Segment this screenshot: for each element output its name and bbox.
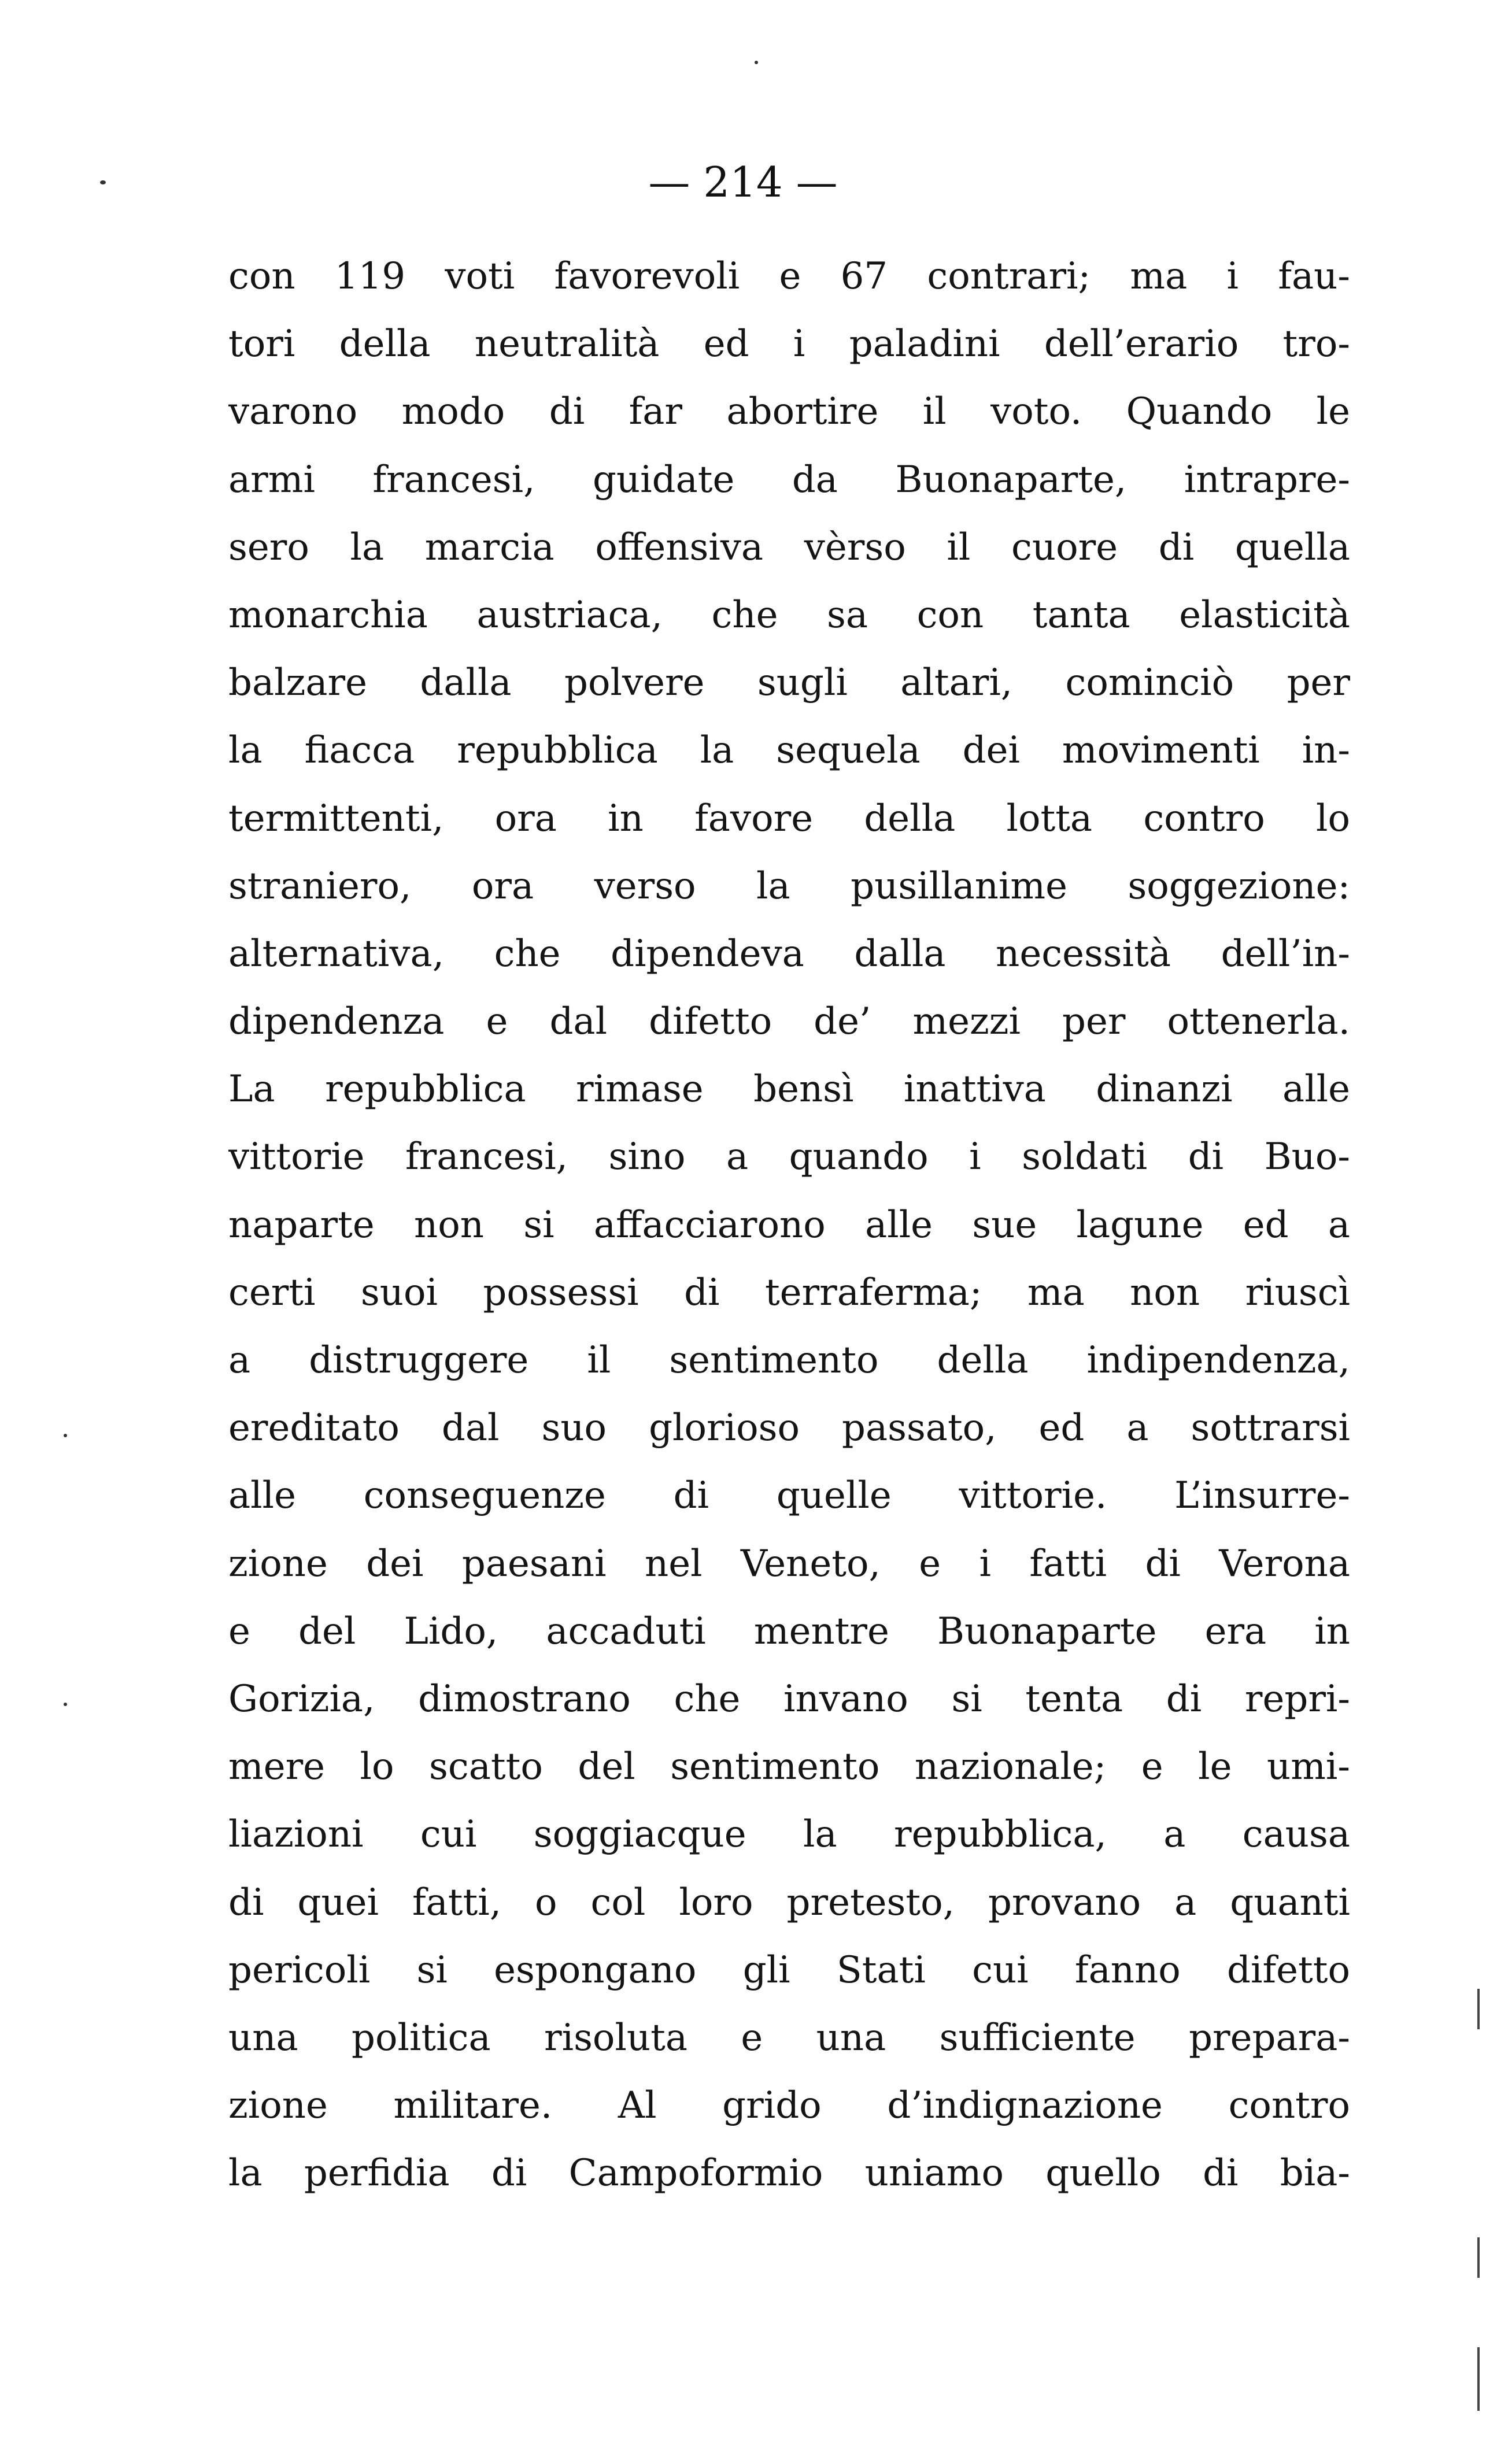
text-line: tori della neutralità ed i paladini dell’erario tro- [228,323,1350,366]
text-line: La repubblica rimase bensì inattiva dinanzi alle [228,1068,1350,1111]
scan-edge-mark [1477,2347,1480,2411]
scan-speck [64,1703,67,1706]
text-line: varono modo di far abortire il voto. Quando le [228,390,1350,434]
text-line: ereditato dal suo glorioso passato, ed a sottrarsi [228,1407,1350,1450]
text-line: la perfidia di Campoformio uniamo quello di bia- [228,2152,1350,2195]
scan-edge-mark [1477,2237,1480,2278]
text-line: certi suoi possessi di terraferma; ma non riuscì [228,1271,1350,1314]
text-line: vittorie francesi, sino a quando i soldati di Buo- [228,1135,1350,1179]
scan-speck [100,180,106,184]
text-line: con 119 voti favorevoli e 67 contrari; ma i fau- [228,255,1350,298]
text-line: pericoli si espongano gli Stati cui fanno difetto [228,1948,1350,1992]
text-line: liazioni cui soggiacque la repubblica, a causa [228,1813,1350,1856]
text-line: la fiacca repubblica la sequela dei movimenti in- [228,729,1350,772]
text-line: una politica risoluta e una sufficiente prepara- [228,2016,1350,2059]
text-line: alternativa, che dipendeva dalla necessità dell’in- [228,932,1350,975]
text-line: balzare dalla polvere sugli altari, cominciò per [228,661,1350,705]
text-line: e del Lido, accaduti mentre Buonaparte era in [228,1610,1350,1653]
text-line: dipendenza e dal difetto de’ mezzi per ottenerla. [228,1000,1350,1044]
text-line: sero la marcia offensiva vèrso il cuore di quella [228,526,1350,569]
text-line: alle conseguenze di quelle vittorie. L’insurre- [228,1474,1350,1518]
scan-speck [64,1434,67,1437]
scan-edge-mark [1477,1989,1480,2029]
text-line: straniero, ora verso la pusillanime soggezione: [228,864,1350,908]
page-number: — 214 — [648,158,838,206]
text-line: a distruggere il sentimento della indipendenza, [228,1339,1350,1382]
body-text [228,243,1350,2207]
text-line: armi francesi, guidate da Buonaparte, intrapre- [228,458,1350,501]
text-line: mere lo scatto del sentimento nazionale; e le umi- [228,1745,1350,1789]
text-line: zione dei paesani nel Veneto, e i fatti di Verona [228,1542,1350,1585]
text-line: zione militare. Al grido d’indignazione contro [228,2084,1350,2128]
text-line: termittenti, ora in favore della lotta contro lo [228,797,1350,840]
text-line: di quei fatti, o col loro pretesto, provano a quanti [228,1881,1350,1924]
text-line: monarchia austriaca, che sa con tanta elasticità [228,593,1350,637]
text-line: naparte non si affacciarono alle sue lagune ed a [228,1203,1350,1246]
scan-speck [755,61,758,64]
text-line: Gorizia, dimostrano che invano si tenta di repri- [228,1677,1350,1721]
